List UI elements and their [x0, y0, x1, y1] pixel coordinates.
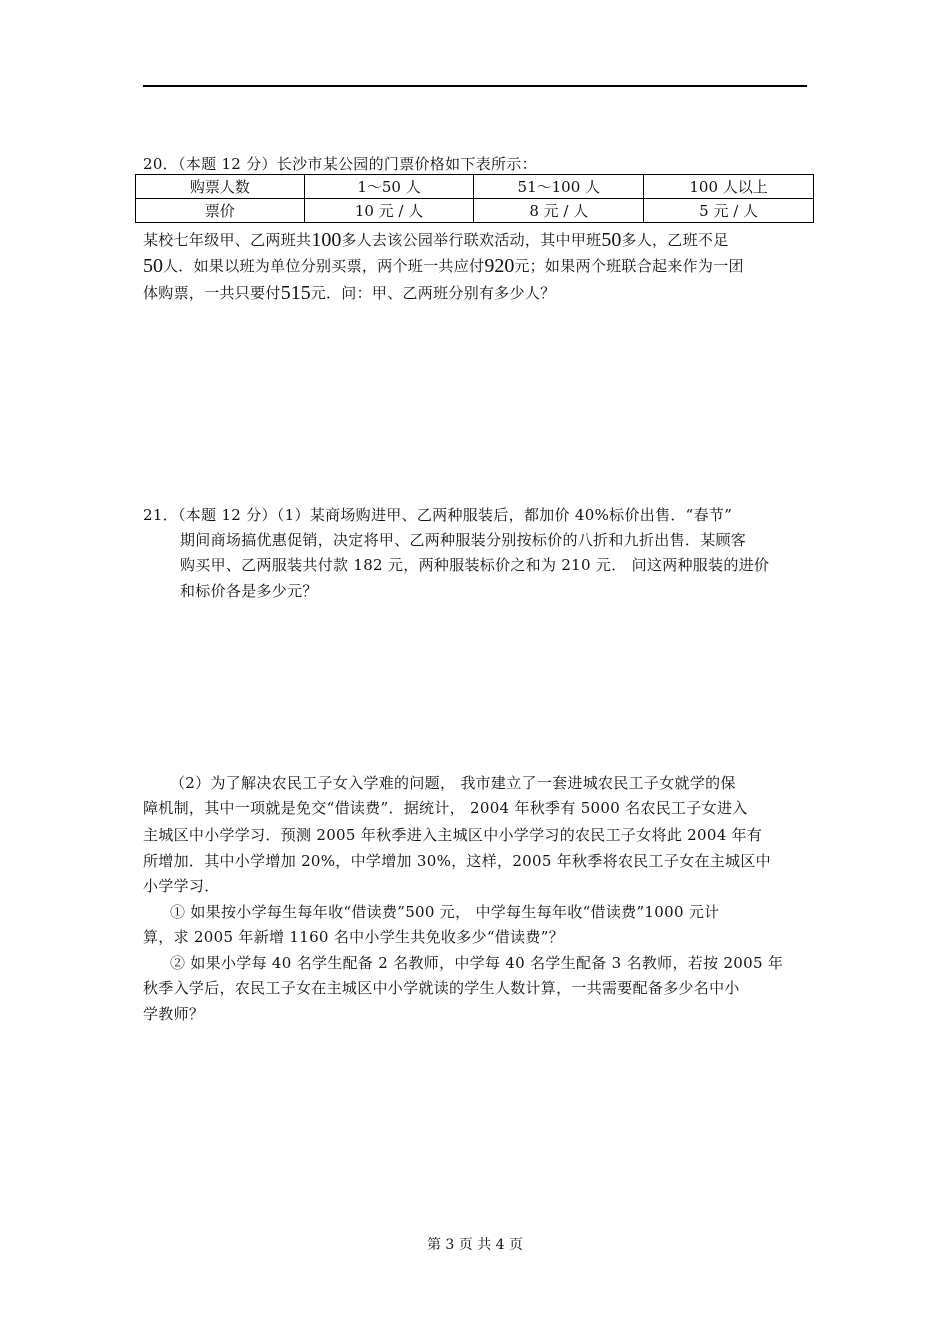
table-cell: 票价	[136, 199, 305, 223]
table-cell: 100 人以上	[644, 175, 814, 199]
text: 人．如果以班为单位分别买票，两个班一共应付	[163, 257, 485, 275]
q21-part2-line-4: 所增加．其中小学增加 20%，中学增加 30%，这样，2005 年秋季将农民工子女在主城区中	[143, 852, 771, 870]
q21-part2-line-2: 障机制，其中一项就是免交“借读费”．据统计， 2004 年秋季有 5000 名农民工子女进入	[143, 799, 748, 817]
ticket-price-table	[135, 174, 814, 223]
table-cell: 5 元 / 人	[644, 199, 814, 223]
q21-sub2-line-1: ② 如果小学每 40 名学生配备 2 名教师，中学每 40 名学生配备 3 名教师，若按 2005 年	[170, 954, 784, 972]
table-cell: 8 元 / 人	[474, 199, 644, 223]
table-cell: 51～100 人	[474, 175, 644, 199]
text: 某校七年级甲、乙两班共	[143, 231, 312, 249]
q20-line-1	[143, 230, 729, 250]
q21-line-2: 期间商场搞优惠促销，决定将甲、乙两种服装分别按标价的八折和九折出售．某顾客	[180, 531, 747, 549]
number: 920	[484, 255, 515, 277]
number: 50	[143, 255, 163, 277]
text: 元．问：甲、乙两班分别有多少人？	[310, 284, 556, 302]
q21-part2-line-3: 主城区中小学学习．预测 2005 年秋季进入主城区中小学学习的农民工子女将此 2004 年有	[143, 826, 763, 844]
table-row	[136, 199, 814, 223]
q21-sub2-line-2: 秋季入学后，农民工子女在主城区中小学就读的学生人数计算，一共需要配备多少名中小	[143, 979, 740, 997]
header-rule	[143, 85, 807, 87]
q21-sub2-line-3: 学教师？	[143, 1005, 205, 1023]
text: 多人去该公园举行联欢活动，其中甲班	[341, 231, 602, 249]
q20-line-3	[143, 283, 556, 303]
q21-part2-line-1: （2）为了解决农民工子女入学难的问题， 我市建立了一套进城农民工子女就学的保	[170, 774, 736, 792]
table-cell: 10 元 / 人	[304, 199, 474, 223]
number: 515	[280, 282, 311, 304]
text: 元；如果两个班联合起来作为一团	[514, 257, 744, 275]
text: 体购票，一共只要付	[143, 284, 281, 302]
page-footer: 第 3 页 共 4 页	[426, 1237, 524, 1253]
q21-sub1-line-1: ① 如果按小学每生每年收“借读费”500 元， 中学每生每年收“借读费”1000 元计	[170, 903, 720, 921]
number: 50	[601, 229, 622, 251]
q21-part2-line-5: 小学学习．	[143, 877, 220, 895]
q20-line-2	[143, 256, 744, 276]
text: 多人，乙班不足	[621, 231, 729, 249]
q21-line-1: 21．（本题 12 分）（1）某商场购进甲、乙两种服装后，都加价 40%标价出售．“春节”	[143, 506, 733, 524]
q21-sub1-line-2: 算，求 2005 年新增 1160 名中小学生共免收多少“借读费”？	[143, 928, 564, 946]
table-cell: 购票人数	[136, 175, 305, 199]
q21-line-4: 和标价各是多少元？	[180, 582, 318, 600]
number: 100	[311, 229, 342, 251]
table-cell: 1～50 人	[304, 175, 474, 199]
table-header-row	[136, 175, 814, 199]
q21-line-3: 购买甲、乙两服装共付款 182 元，两种服装标价之和为 210 元． 问这两种服装的进价	[180, 556, 770, 574]
q20-title: 20．（本题 12 分）长沙市某公园的门票价格如下表所示：	[143, 155, 537, 173]
